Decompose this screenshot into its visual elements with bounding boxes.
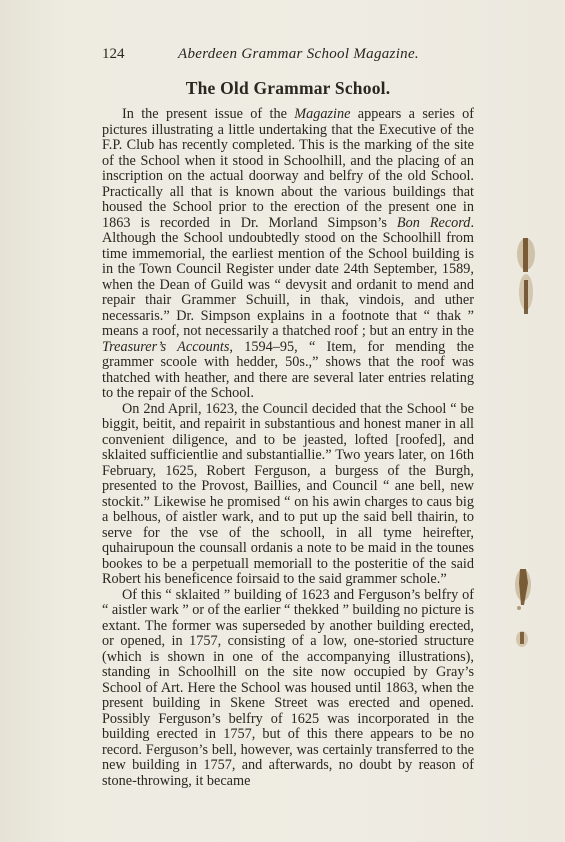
article-title: The Old Grammar School.	[185, 78, 391, 98]
rust-stain-lower	[512, 628, 532, 650]
text-run: Of this “ sklaited ” building of 1623 and Ferguson’s belfry of “ aistler wark ” or of the earlier “ thekked ” building no picture is extant. The former was superseded by another building erected, or opened, in 1757, consisting of a low, one-storied structure (which is shown in one of the accompanying illustrations), standing in Schoolhill on the site now occupied by Gray’s School of Art. Here the School was housed until 1863, when the present building in Skene Street was erected and opened. Possibly Ferguson’s belfry of 1625 was incorporated in the building erected in 1757, but of this there appears to be no record. Ferguson’s bell, however, was certainly transferred to the new building in 1757, and afterwards, no doubt by reason of stone-throwing, it became	[102, 586, 474, 789]
italic-text: Magazine	[294, 106, 351, 122]
italic-text: Treasurer’s Accounts	[102, 338, 230, 355]
running-title: Aberdeen Grammar School Magazine.	[178, 46, 419, 62]
article-body	[102, 107, 474, 789]
page-number: 124	[102, 46, 125, 62]
page-header	[102, 46, 474, 64]
text-run: On 2nd April, 1623, the Council decided that the School “ be biggit, beitit, and repairit in substantious and honest maner in all convenient diligence, and to be jeasted, lofted [roofed], and sklaited sufficientlie and substantiallie.” Two years later, on 16th February, 1625, Robert Ferguson, a burgess of the Burgh, presented to the Provost, Baillies, and Council “ ane bell, new stockit.” Likewise he promised “ on his awin charges to caus big a belhous, of aistler wark, and to put up the said bell thairin, to serve for the vse of the schooll, in all tyme heirefter, quhairupoun the counsall ordanis a note to be maid in the tounes bookes to be a perpetuall memoriall to the posteritie of the said Robert his beneficence foirsaid to the said grammer schole.”	[102, 400, 474, 587]
paragraph	[102, 402, 474, 588]
italic-text: Bon Record	[396, 214, 471, 231]
text-run: , 1594–95, “ Item, for mending the grammer scoole with hedder, 50s.,” shows that the roof was thatched with heather, and there are several later entries relating to the repair of the School.	[102, 338, 474, 401]
paragraph	[102, 588, 474, 790]
rust-speck	[514, 603, 524, 613]
text-run: appears a series of pictures illustrating a little undertaking that the Executive of the F.P. Club has recently completed. This is the marking of the site of the School when it stood in Schoolhill, and the placing of an inscription on the actual doorway and belfry of the old School. Practically all that is known about the various buildings that housed the School prior to the erection of the present one in 1863 is recorded in Dr. Morland Simpson’s	[102, 106, 474, 231]
text-run: . Although the School undoubtedly stood on the Schoolhill from time immemorial, the earliest mention of the School building is in the Town Council Register under date 24th September, 1589, when the Dean of Guild was “ devysit and ordanit to mend and repair thair Grammer Schuill, in thak, vindois, and uther necessaris.” Dr. Simpson explains in a footnote that “ thak ” means a roof, not necessarily a thatched roof ; but an entry in the	[102, 214, 474, 339]
paragraph	[102, 107, 474, 402]
rust-stain-upper	[512, 232, 540, 322]
text-run: In the present issue of the	[122, 106, 295, 122]
